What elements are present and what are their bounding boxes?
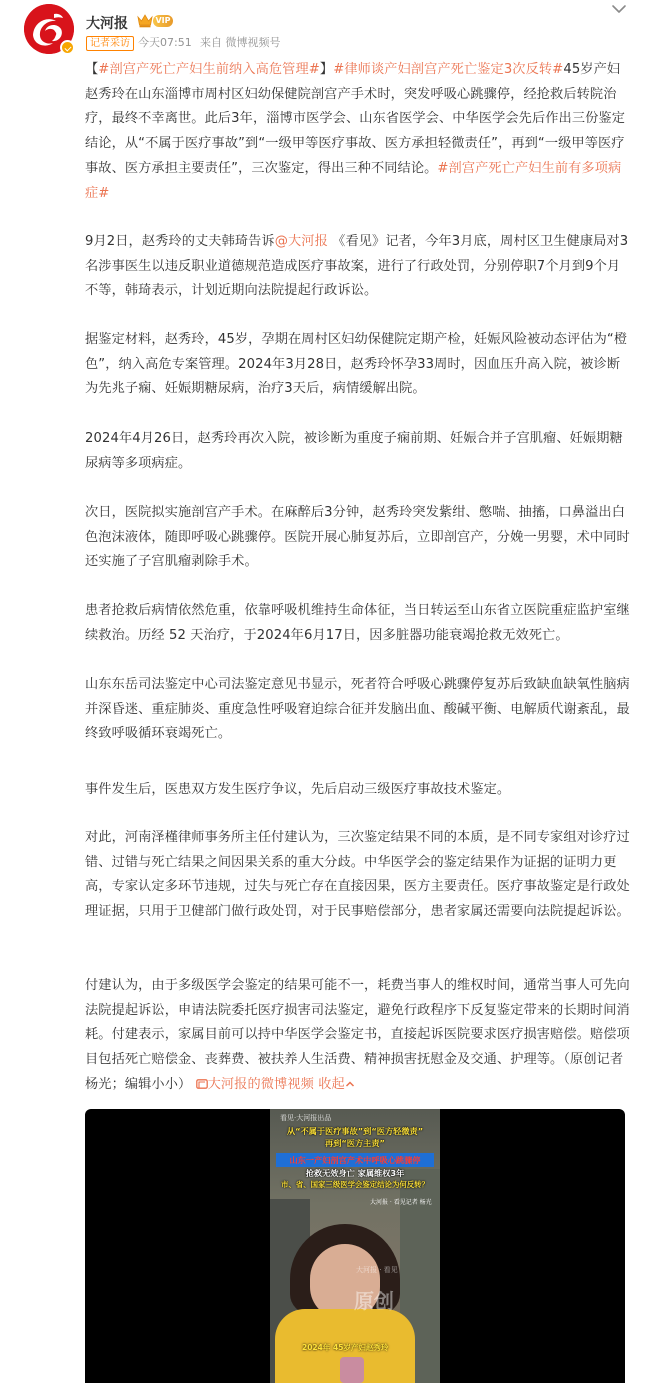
role-tag: 记者采访 [86, 36, 134, 51]
video-caption-5: 市、省、国家三级医学会鉴定结论为何反转？ [281, 1180, 429, 1189]
paragraph-5: 次日，医院拟实施剖宫产手术。在麻醉后3分钟，赵秀玲突发紫绀、憋喘、抽搐，口鼻溢出白色泡沫液体，随即呼吸心跳骤停。医院开展心肺复苏后，立即剖宫产，分娩一男婴，术中同时还实施了子宫肌瘤剥除手术。 [85, 505, 630, 570]
video-player[interactable] [85, 1109, 625, 1383]
bracket-open: 【 [85, 62, 99, 77]
paragraph-4: 2024年4月26日，赵秀玲再次入院，被诊断为重度子痫前期、妊娠合并子宫肌瘤、妊娠期糖尿病等多项病症。 [85, 431, 623, 471]
post-header [0, 0, 649, 60]
video-caption-3: 山东一产妇剖宫产术中呼吸心跳骤停 [289, 1155, 421, 1165]
collapse-button[interactable] [318, 1077, 355, 1092]
collapse-label: 收起 [318, 1076, 345, 1092]
video-channel-label: 看见·大河报出品 [280, 1114, 332, 1122]
paragraph-2 [85, 230, 630, 304]
video-caption-2: 再到“医方主责” [325, 1138, 385, 1148]
paragraph-1 [85, 58, 630, 206]
paragraph-1-text: 45岁产妇赵秀玲在山东淄博市周村区妇幼保健院剖宫产手术时，突发呼吸心跳骤停，经抢救后转院治疗，最终不幸离世。此后3年，淄博市医学会、山东省医学会、中华医学会先后作出三份鉴定结论，从“不属于医疗事故”到“一级甲等医疗事故、医方承担轻微责任”，再到“一级甲等医疗事故、医方承担主要责任”，三次鉴定，得出三种不同结论。 [85, 62, 625, 176]
account-name[interactable]: 大河报 [86, 16, 128, 32]
bracket-close: 】 [319, 62, 334, 77]
mention-dahebao[interactable]: @大河报 [274, 234, 328, 249]
paragraph-7: 山东东岳司法鉴定中心司法鉴定意见书显示，死者符合呼吸心跳骤停复苏后致缺血缺氧性脑病并深昏迷、重症肺炎、重度急性呼吸窘迫综合征并发脑出血、酸碱平衡、电解质代谢紊乱，最终致呼吸循环衰竭死亡。 [85, 677, 630, 742]
video-caption-1: 从“不属于医疗事故”到“医方轻微责” [286, 1126, 424, 1136]
video-watermark-small: 大河报 · 看见 [356, 1266, 398, 1274]
paragraph-2-pre: 9月2日，赵秀玲的丈夫韩琦告诉 [85, 234, 275, 249]
paragraph-3: 据鉴定材料，赵秀玲，45岁，孕期在周村区妇幼保健院定期产检，妊娠风险被动态评估为“橙色”，纳入高危专案管理。2024年3月28日，赵秀玲怀孕33周时，因血压升高入院，被诊断为先兆子痫、妊娠期糖尿病，治疗3天后，病情缓解出院。 [85, 332, 628, 397]
post-source: 来自 微博视频号 [200, 36, 281, 49]
hashtag-2[interactable]: #律师谈产妇剖宫产死亡鉴定3次反转# [333, 62, 564, 77]
video-bottom-caption: 2024年 45岁产妇赵秀玲 [302, 1343, 389, 1352]
post-time[interactable]: 今天07:51 [138, 36, 192, 49]
video-link-label: 大河报的微博视频 [207, 1076, 314, 1092]
paragraph-8: 事件发生后，医患双方发生医疗争议，先后启动三级医疗事故技术鉴定。 [85, 782, 511, 797]
verify-icon [60, 40, 75, 55]
chevron-up-icon [345, 1080, 355, 1088]
hashtag-3[interactable]: #剖宫产死亡产妇生前有多项病症# [85, 160, 622, 201]
paragraph-10-text: 付建认为，由于多级医学会鉴定的结果可能不一，耗费当事人的维权时间，通常当事人可先向法院提起诉讼，申请法院委托医疗损害司法鉴定，避免行政程序下反复鉴定带来的长期时间消耗。付建表示，家属目前可以持中华医学会鉴定书，直接起诉医院要求医疗损害赔偿。赔偿项目包括死亡赔偿金、丧葬费、被扶养人生活费、精神损害抚慰金及交通、护理等。（原创记者杨光；编辑小小） [85, 978, 630, 1092]
video-frame [270, 1109, 440, 1383]
vip-badge: VIP [153, 15, 173, 27]
video-caption-4: 抢救无效身亡 家属维权3年 [305, 1168, 405, 1178]
paragraph-10 [85, 974, 630, 1098]
video-reporter-label: 大河报 · 看见记者 杨光 [370, 1199, 432, 1206]
video-link[interactable] [196, 1077, 314, 1092]
video-cup [340, 1357, 364, 1383]
crown-icon[interactable] [137, 13, 153, 28]
paragraph-6: 患者抢救后病情依然危重，依靠呼吸机维持生命体征，当日转运至山东省立医院重症监护室继续救治。历经 52 天治疗，于2024年6月17日，因多脏器功能衰竭抢救无效死亡。 [85, 603, 630, 643]
video-watermark: 原创 [354, 1289, 394, 1313]
paragraph-2-post: 《看见》记者，今年3月底，周村区卫生健康局对3名涉事医生以违反职业道德规范造成医疗事故案，进行了行政处罚，分别停职7个月到9个月不等，韩琦表示，计划近期向法院提起行政诉讼。 [85, 234, 629, 299]
paragraph-9: 对此，河南泽槿律师事务所主任付建认为，三次鉴定结果不同的本质，是不同专家组对诊疗过错、过错与死亡结果之间因果关系的重大分歧。中华医学会的鉴定结果作为证据的证明力更高，专家认定多环节违规，过失与死亡存在直接因果，医方主要责任。医疗事故鉴定是行政处理证据，只用于卫健部门做行政处罚，对于民事赔偿部分，患者家属还需要向法院提起诉讼。 [85, 830, 630, 920]
video-link-icon [196, 1079, 208, 1089]
more-icon[interactable] [610, 2, 628, 16]
hashtag-1[interactable]: #剖宫产死亡产妇生前纳入高危管理# [98, 62, 320, 77]
